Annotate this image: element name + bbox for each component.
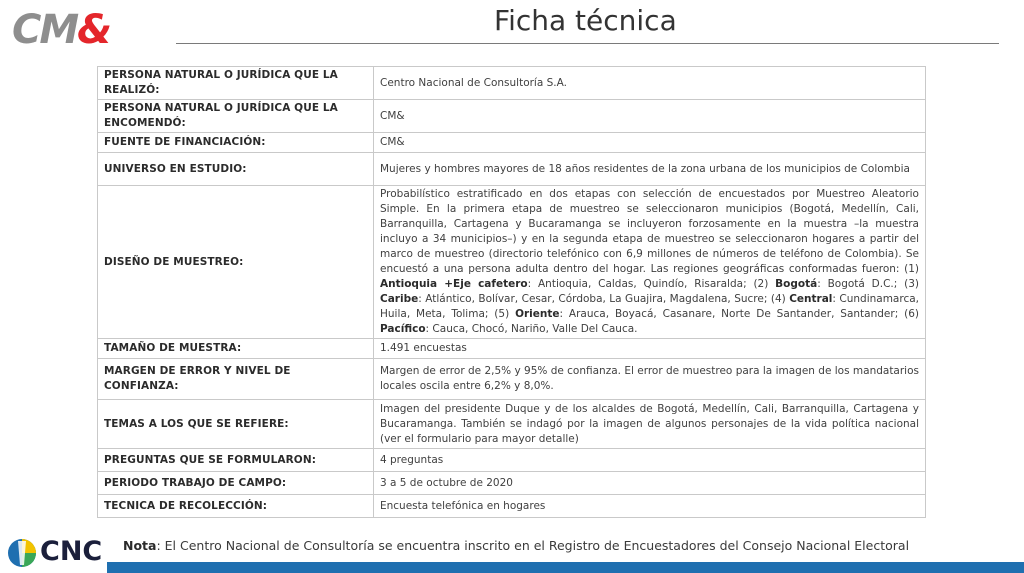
row-label: FUENTE DE FINANCIACIÓN: bbox=[98, 133, 374, 153]
row-label: TECNICA DE RECOLECCIÓN: bbox=[98, 495, 374, 518]
technical-sheet-table bbox=[97, 66, 926, 518]
region-name: Antioquia +Eje cafetero bbox=[380, 278, 528, 290]
note-text: : El Centro Nacional de Consultoría se encuentra inscrito en el Registro de Encuestadores del Consejo Nacional Electoral bbox=[156, 538, 910, 553]
row-label: TEMAS A LOS QUE SE REFIERE: bbox=[98, 400, 374, 449]
page-title: Ficha técnica bbox=[494, 4, 677, 37]
row-label: UNIVERSO EN ESTUDIO: bbox=[98, 153, 374, 186]
table-row bbox=[98, 359, 926, 400]
row-label: PERSONA NATURAL O JURÍDICA QUE LA REALIZÓ: bbox=[98, 67, 374, 100]
row-value: CM& bbox=[374, 100, 926, 133]
region-name: Bogotá bbox=[775, 278, 818, 290]
cm-logo: CM& bbox=[12, 7, 111, 53]
table-row bbox=[98, 472, 926, 495]
footer-bar bbox=[107, 562, 1024, 573]
cnc-logo-text: CNC bbox=[40, 536, 103, 567]
row-value: Imagen del presidente Duque y de los alcaldes de Bogotá, Medellín, Cali, Barranquilla, Cartagena y Bucaramanga. También se indagó por la imagen de algunos personajes de la vida política nacional (ver el formulario para mayor detalle) bbox=[374, 400, 926, 449]
table-row bbox=[98, 449, 926, 472]
title-divider bbox=[176, 43, 999, 44]
region-name: Caribe bbox=[380, 293, 419, 305]
row-value: Centro Nacional de Consultoría S.A. bbox=[374, 67, 926, 100]
row-value: Encuesta telefónica en hogares bbox=[374, 495, 926, 518]
row-label: MARGEN DE ERROR Y NIVEL DE CONFIANZA: bbox=[98, 359, 374, 400]
table-row bbox=[98, 153, 926, 186]
table-row bbox=[98, 100, 926, 133]
table-row bbox=[98, 495, 926, 518]
table-row bbox=[98, 186, 926, 339]
cm-logo-ampersand: & bbox=[77, 7, 111, 53]
table-row bbox=[98, 133, 926, 153]
row-label: PERSONA NATURAL O JURÍDICA QUE LA ENCOMENDÓ: bbox=[98, 100, 374, 133]
region-name: Central bbox=[789, 293, 833, 305]
row-label: DISEÑO DE MUESTREO: bbox=[98, 186, 374, 339]
row-label: PERIODO TRABAJO DE CAMPO: bbox=[98, 472, 374, 495]
row-value: CM& bbox=[374, 133, 926, 153]
region-name: Pacífico bbox=[380, 323, 426, 335]
row-value: 1.491 encuestas bbox=[374, 339, 926, 359]
row-label: PREGUNTAS QUE SE FORMULARON: bbox=[98, 449, 374, 472]
row-value: 3 a 5 de octubre de 2020 bbox=[374, 472, 926, 495]
region-name: Oriente bbox=[515, 308, 560, 320]
row-value: 4 preguntas bbox=[374, 449, 926, 472]
table-row bbox=[98, 67, 926, 100]
table-row bbox=[98, 339, 926, 359]
note-label: Nota bbox=[123, 538, 157, 553]
row-value: Mujeres y hombres mayores de 18 años residentes de la zona urbana de los municipios de Colombia bbox=[374, 153, 926, 186]
table-row bbox=[98, 400, 926, 449]
footer-note bbox=[123, 538, 909, 553]
row-value: Margen de error de 2,5% y 95% de confianza. El error de muestreo para la imagen de los mandatarios locales oscila entre 6,2% y 8,0%. bbox=[374, 359, 926, 400]
row-label: TAMAÑO DE MUESTRA: bbox=[98, 339, 374, 359]
row-value-sampling-design: Probabilístico estratificado en dos etapas con selección de encuestados por Muestreo Aleatorio Simple. En la primera etapa de muestreo se seleccionaron municipios (Bogotá, Medellín, Cali, Barranquilla, Cartagena y Bucaramanga se incluyeron forzosamente en la muestra –la muestra incluyo a 34 municipios–) y en la segunda etapa de muestreo se seleccionaron hogares a partir del marco de muestreo (directorio telefónico con 6,9 millones de números de teléfono de Colombia). Se encuestó a una persona adulta dentro del hogar. Las regiones geográficas conformadas fueron: (1) Antioquia +Eje cafetero: Antioquia, Caldas, Quindío, Risaralda; (2) Bogotá: Bogotá D.C.; (3) Caribe: Atlántico, Bolívar, Cesar, Córdoba, La Guajira, Magdalena, Sucre; (4) Central: Cundinamarca, Huila, Meta, Tolima; (5) Oriente: Arauca, Boyacá, Casanare, Norte De Santander, Santander; (6) Pacífico: Cauca, Chocó, Nariño, Valle Del Cauca. bbox=[374, 186, 926, 339]
